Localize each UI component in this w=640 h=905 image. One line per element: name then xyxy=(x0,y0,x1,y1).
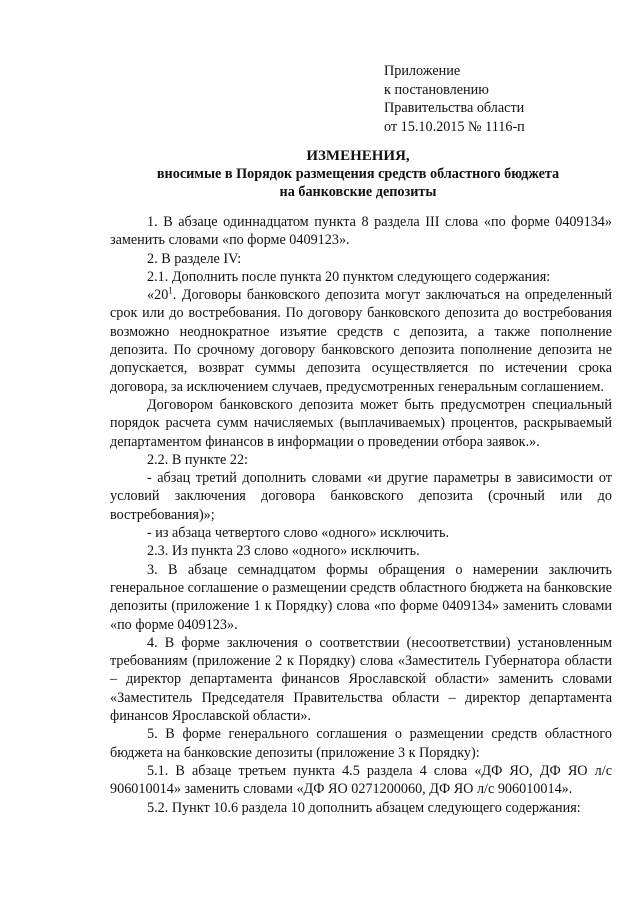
paragraph-14: 5.2. Пункт 10.6 раздела 10 дополнить абзацем следующего содержания: xyxy=(147,799,581,816)
paragraph-4-text: . Договоры банковского депозита могут заключаться на определенный срок или до востребования. По договору банковского депозита до востребования возможно неоднократное изъятие средств с депозита, а также пополнение депозита. По срочному договору банковского депозита пополнение депозита не допускается, возврат суммы депозита осуществляется по истечении срока договора, за исключением случаев, предусмотренных генеральным соглашением. xyxy=(110,287,612,395)
appendix-line-2: к постановлению xyxy=(384,81,489,98)
paragraph-1: 1. В абзаце одиннадцатом пункта 8 раздела III слова «по форме 0409134» заменить словами «по форме 0409123». xyxy=(110,214,612,249)
paragraph-3: 2.1. Дополнить после пункта 20 пунктом следующего содержания: xyxy=(147,268,551,285)
paragraph-10: 3. В абзаце семнадцатом формы обращения о намерении заключить генеральное соглашение о размещении средств областного бюджета на банковские депозиты (приложение 1 к Порядку) слова «по форме 0409134» заменить словами «по форме 0409123». xyxy=(110,561,612,633)
paragraph-6: 2.2. В пункте 22: xyxy=(147,451,248,468)
paragraph-4-superscript: 1 xyxy=(168,285,173,296)
paragraph-12: 5. В форме генерального соглашения о размещении средств областного бюджета на банковские депозиты (приложение 3 к Порядку): xyxy=(110,726,612,761)
document-body xyxy=(110,213,612,817)
paragraph-13: 5.1. В абзаце третьем пункта 4.5 раздела 4 слова «ДФ ЯО, ДФ ЯО л/с 906010014» заменить словами «ДФ ЯО 0271200060, ДФ ЯО л/с 906010014». xyxy=(110,762,612,798)
paragraph-4 xyxy=(110,286,612,396)
paragraph-9: 2.3. Из пункта 23 слово «одного» исключить. xyxy=(147,543,420,560)
appendix-line-1: Приложение xyxy=(384,63,461,79)
paragraph-4-prefix: «20 xyxy=(147,287,169,304)
paragraph-7: - абзац третий дополнить словами «и другие параметры в зависимости от условий заключения договора банковского депозита (срочный или до востребования)»; xyxy=(110,470,612,523)
heading-line-2: вносимые в Порядок размещения средств областного бюджета xyxy=(156,166,560,182)
document-heading xyxy=(80,147,636,201)
paragraph-8: - из абзаца четвертого слово «одного» исключить. xyxy=(147,525,449,542)
appendix-block xyxy=(384,62,624,136)
paragraph-5: Договором банковского депозита может быть предусмотрен специальный порядок расчета сумм начисляемых (выплачиваемых) процентов, раскрываемый департаментом финансов в информации о проведении отбора заявок.». xyxy=(110,396,612,450)
heading-title: ИЗМЕНЕНИЯ, xyxy=(306,148,410,164)
appendix-line-3: Правительства области xyxy=(384,100,525,117)
paragraph-11: 4. В форме заключения о соответствии (несоответствии) установленным требованиям (приложение 2 к Порядку) слова «Заместитель Губернатора области – директор департамента финансов Ярославской области» заменить словами «Заместитель Председателя Правительства области – директор департамента финансов Ярославской области». xyxy=(110,634,612,725)
heading-line-3: на банковские депозиты xyxy=(279,184,437,200)
appendix-line-4: от 15.10.2015 № 1116-п xyxy=(384,118,525,135)
paragraph-2: 2. В разделе IV: xyxy=(147,250,242,267)
